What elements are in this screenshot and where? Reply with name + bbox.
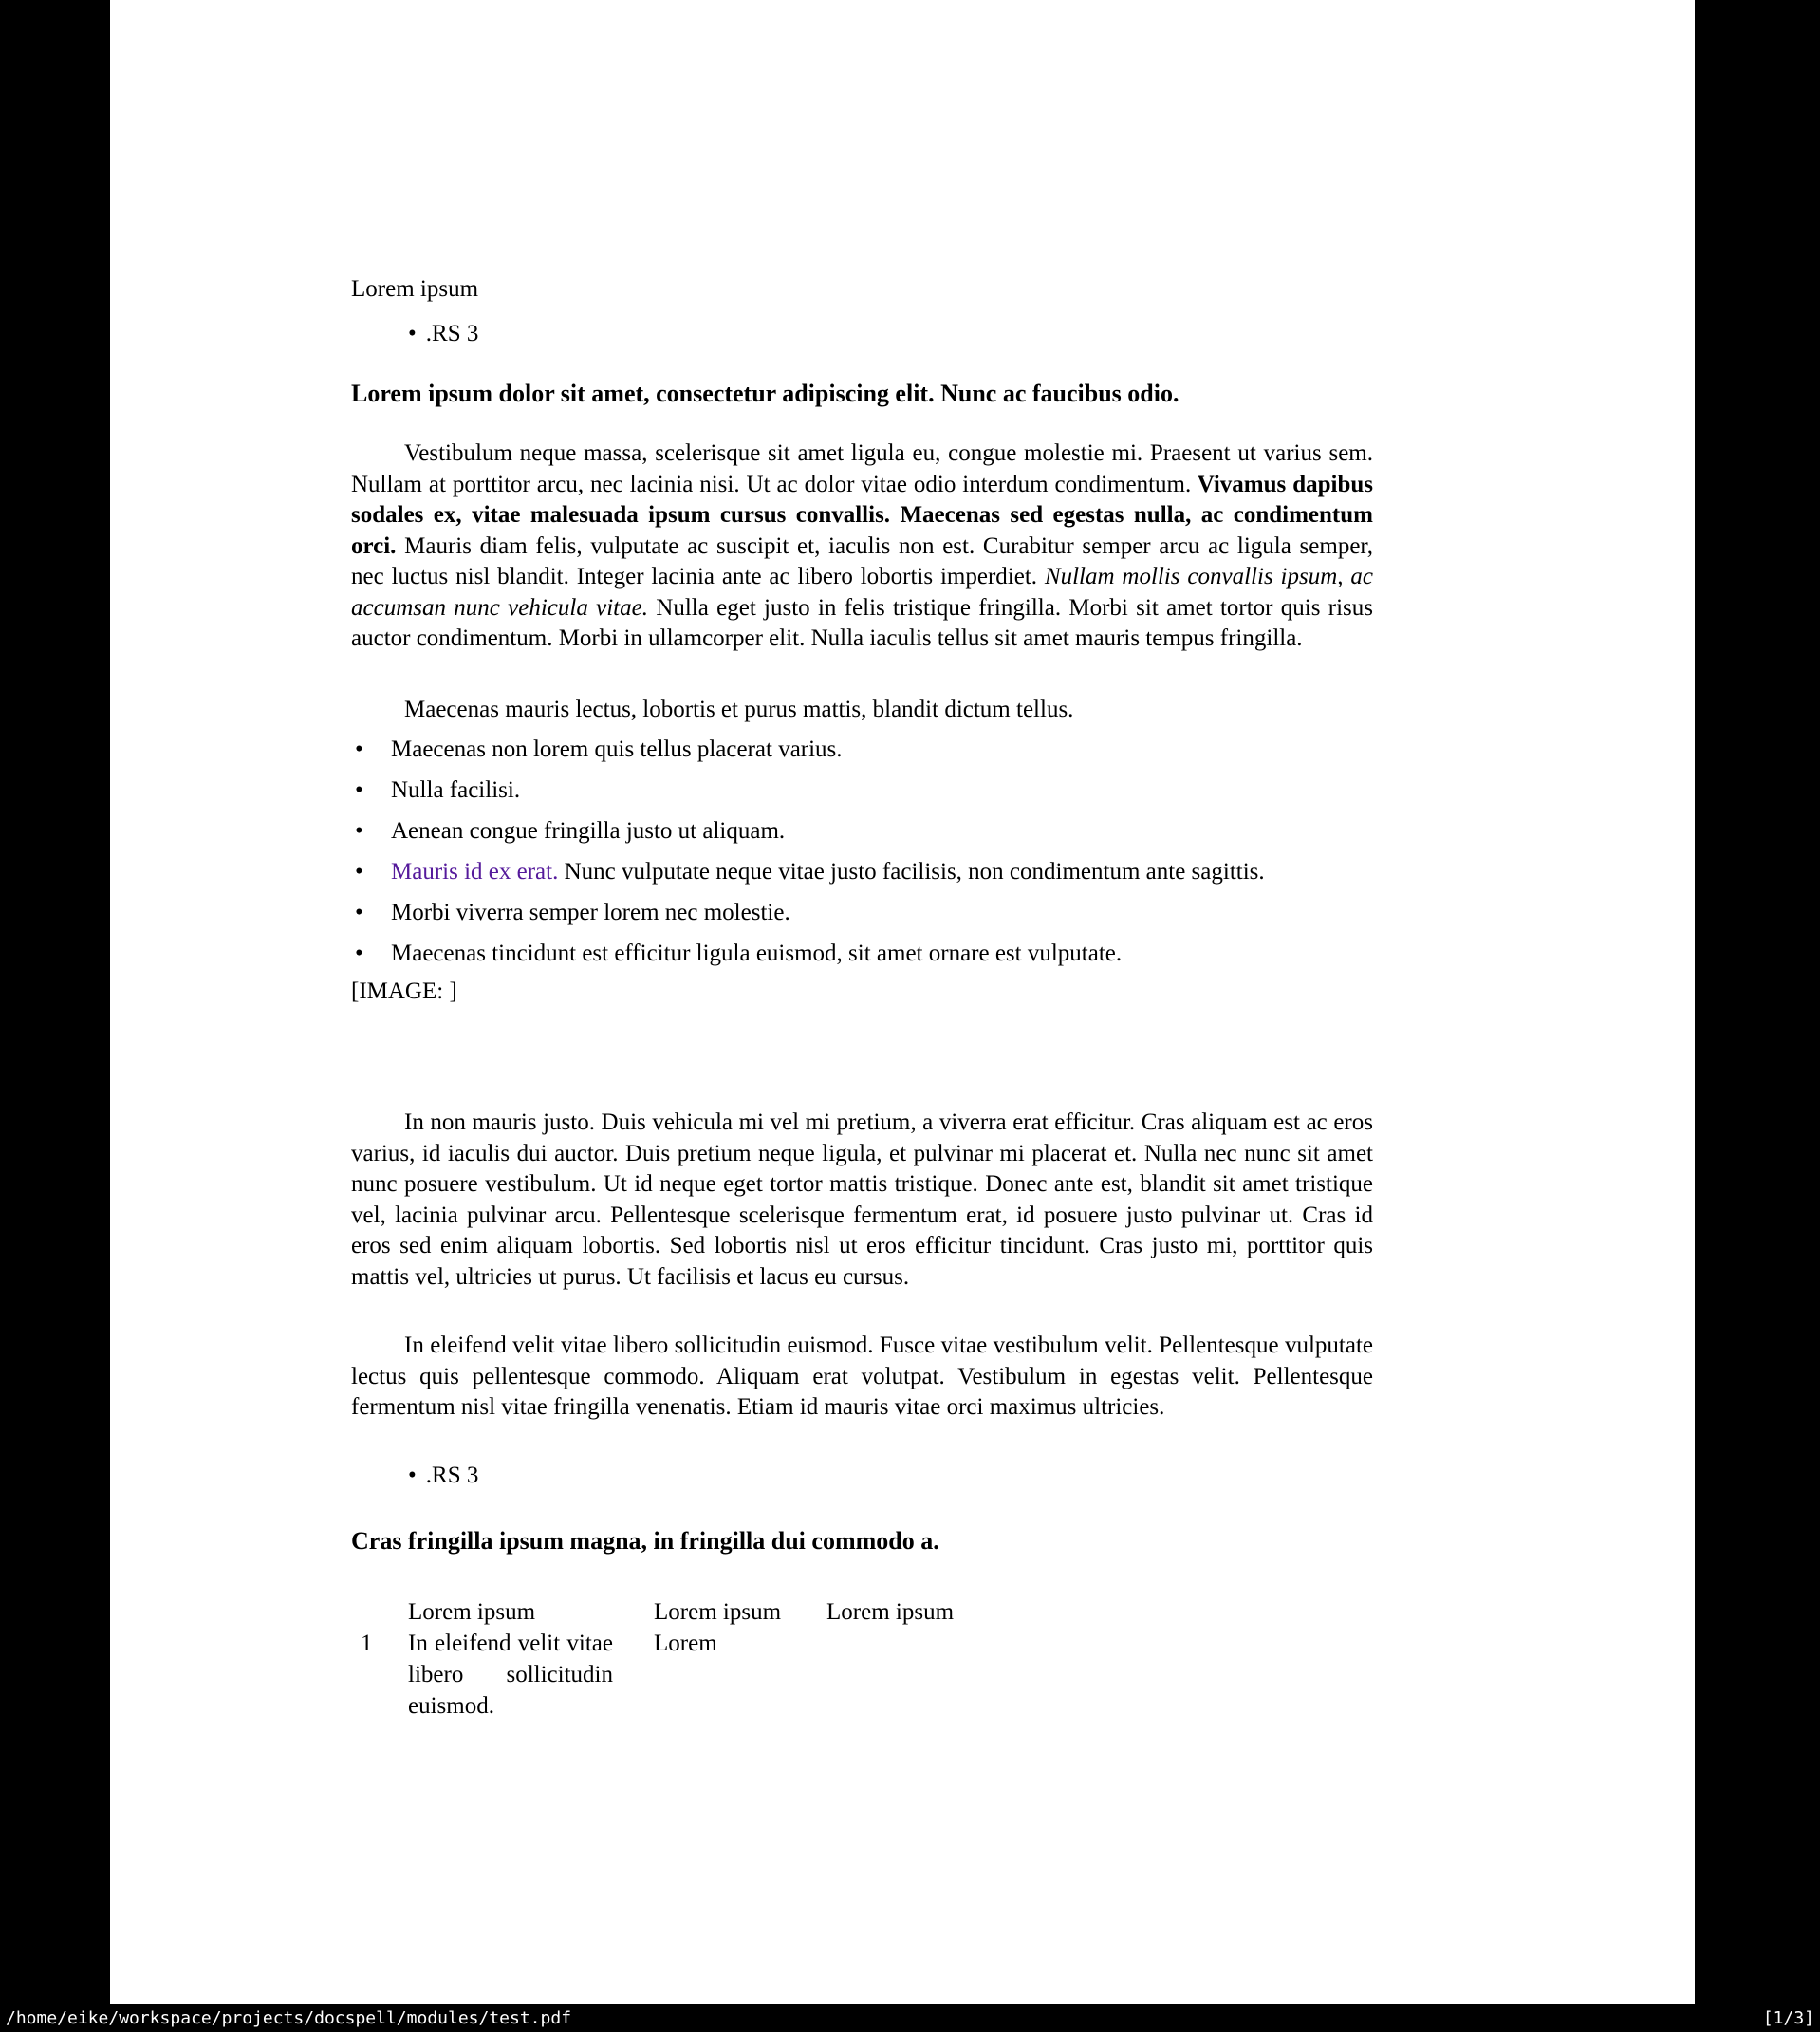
bullet-icon: • [355, 736, 363, 762]
table-header-cell: Lorem ipsum [408, 1599, 536, 1625]
list-item [351, 857, 1388, 887]
list-item-text: Maecenas tincidunt est efficitur ligula euismod, sit amet ornare est vulputate. [391, 941, 1123, 966]
page-indicator: [1/3] [1762, 2007, 1814, 2028]
list-item-text: Maecenas non lorem quis tellus placerat varius. [391, 736, 843, 762]
paragraph-run: Nulla eget justo in felis tristique fringilla. Morbi sit amet tortor quis risus auctor condimentum. Morbi in ullamcorper elit. Nulla iaculis tellus sit amet mauris tempus fringilla. [351, 594, 1373, 651]
bullet-icon: • [355, 941, 363, 966]
bullet-icon: • [408, 321, 417, 346]
bullet-icon: • [355, 900, 363, 925]
rs-bullet-line-1 [408, 319, 478, 349]
section-heading-1: Lorem ipsum dolor sit amet, consectetur adipiscing elit. Nunc ac faucibus odio. [351, 380, 1179, 407]
paragraph-run-italic: Nullam mollis convallis ipsum, ac accumsan nunc vehicula vitae. [351, 564, 1374, 621]
table-header-cell: Lorem ipsum [826, 1599, 955, 1625]
table-row-number: 1 [361, 1631, 373, 1656]
paragraph-run-bold: Vivamus dapibus sodales ex, vitae malesuada ipsum cursus convallis. Maecenas sed egestas nulla, ac condimentum orci. [351, 471, 1373, 559]
list-item [351, 898, 1388, 928]
table-header-cell: Lorem ipsum [654, 1599, 782, 1625]
document-page[interactable] [110, 0, 1695, 2004]
list-item-text: Morbi viverra semper lorem nec molestie. [391, 900, 790, 925]
bullet-list [351, 735, 1388, 979]
paragraph-in-eleifend: In eleifend velit vitae libero sollicitudin euismod. Fusce vitae vestibulum velit. Pellentesque vulputate lectus quis pellentesque commodo. Aliquam erat volutpat. Vestibulum in egestas velit. Pellentesque fermentum nisl vitae fringilla venenatis. Etiam id mauris vitae orci maximus ultricies. [351, 1333, 1373, 1420]
paragraph-vestibulum [351, 438, 1373, 655]
paragraph-maecenas: Maecenas mauris lectus, lobortis et purus mattis, blandit dictum tellus. [404, 697, 1074, 722]
image-placeholder: [IMAGE: ] [351, 979, 457, 1004]
list-item [351, 816, 1388, 847]
status-bar [0, 2004, 1820, 2032]
paragraph-in-non-mauris: In non mauris justo. Duis vehicula mi vel mi pretium, a viverra erat efficitur. Cras aliquam est ac eros varius, id iaculis dui auctor. Duis pretium neque ligula, et pulvinar mi placerat et. Nulla nec nunc sit amet nunc posuere vestibulum. Ut id neque eget tortor mattis tristique. Donec ante est, blandit sit amet tristique vel, lacinia pulvinar arcu. Pellentesque scelerisque fermentum erat, id posuere justo pulvinar ut. Cras id eros sed enim aliquam lobortis. Sed lobortis nisl ut eros efficitur tincidunt. Cras justo mi, porttitor quis mattis vel, ultricies ut purus. Ut facilisis et lacus eu cursus. [351, 1109, 1373, 1290]
text-link[interactable]: Mauris id ex erat. [391, 859, 559, 885]
table-cell: In eleifend velit vitae libero sollicitudin euismod. [408, 1631, 613, 1719]
rs-bullet-text: .RS 3 [425, 321, 479, 346]
list-item-text: Nunc vulputate neque vitae justo facilisis, non condimentum ante sagittis. [558, 859, 1265, 885]
bullet-icon: • [355, 777, 363, 803]
list-item [351, 775, 1388, 806]
paragraph-run: Mauris diam felis, vulputate ac suscipit et, iaculis non est. Curabitur semper arcu ac ligula semper, nec luctus nisl blandit. Integer lacinia ante ac libero lobortis imperdiet. [351, 532, 1373, 589]
bullet-icon: • [355, 859, 363, 885]
file-path: /home/eike/workspace/projects/docspell/modules/test.pdf [6, 2007, 572, 2028]
paragraph-run: Vestibulum neque massa, scelerisque sit amet ligula eu, congue molestie mi. Praesent ut varius sem. Nullam at porttitor arcu, nec lacinia nisi. Ut ac dolor vitae odio interdum condimentum. [351, 440, 1373, 497]
intro-line: Lorem ipsum [351, 276, 479, 302]
section-heading-2: Cras fringilla ipsum magna, in fringilla dui commodo a. [351, 1527, 939, 1555]
rs-bullet-text: .RS 3 [425, 1463, 479, 1488]
list-item-text: Nulla facilisi. [391, 777, 521, 803]
bullet-icon: • [355, 818, 363, 844]
list-item-text: Aenean congue fringilla justo ut aliquam. [391, 818, 786, 844]
table-cell: Lorem [654, 1631, 717, 1656]
bullet-icon: • [408, 1463, 417, 1488]
rs-bullet-line-2 [408, 1461, 478, 1491]
list-item [351, 735, 1388, 765]
list-item [351, 939, 1388, 969]
